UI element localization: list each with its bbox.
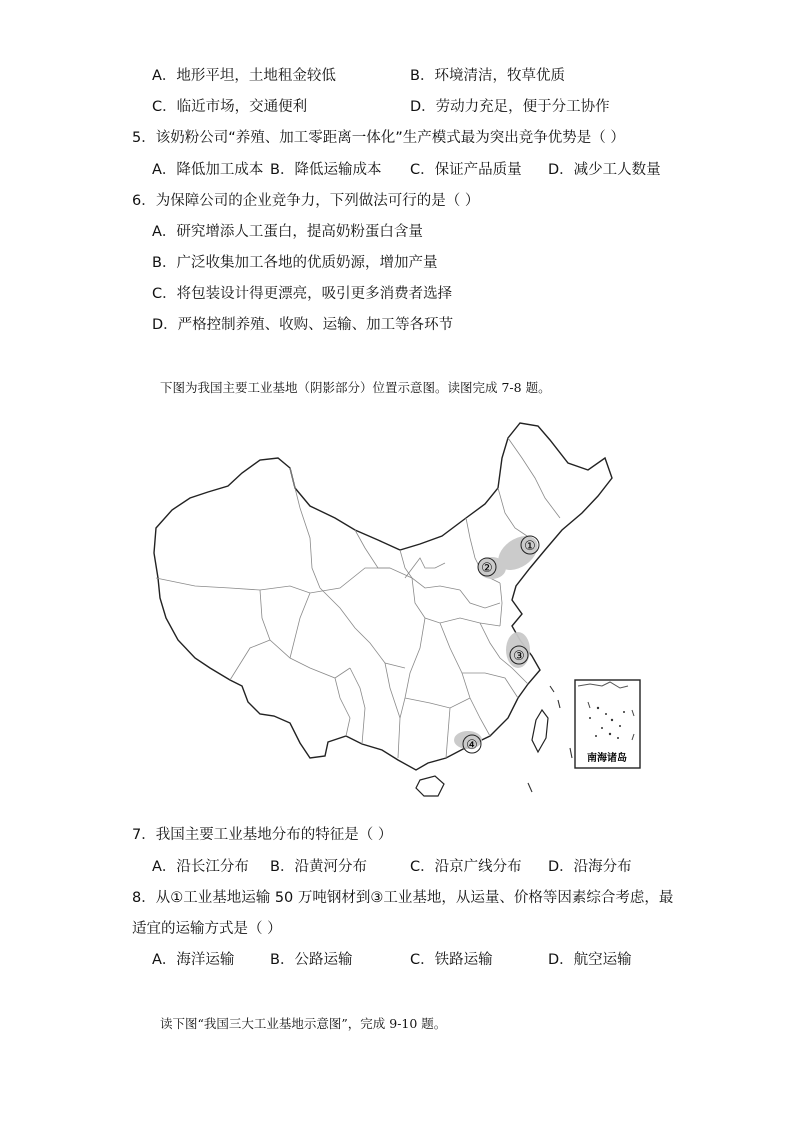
q8-option-d: D．航空运输 <box>548 952 632 968</box>
q6-option-b: B．广泛收集加工各地的优质奶源，增加产量 <box>152 255 438 271</box>
base-marker-2-label: ② <box>481 561 493 576</box>
next-instruction: 读下图“我国三大工业基地示意图”，完成 9-10 题。 <box>160 1016 447 1031</box>
base-marker-4-label: ④ <box>466 738 478 753</box>
q7-stem: 7．我国主要工业基地分布的特征是（ ） <box>132 827 393 843</box>
q7-option-c: C．沿京广线分布 <box>410 859 522 875</box>
q8-option-b: B．公路运输 <box>270 952 353 968</box>
q8-stem-line2: 适宜的运输方式是（ ） <box>132 921 282 937</box>
taiwan-island <box>532 710 548 752</box>
q8-option-c: C．铁路运输 <box>410 952 493 968</box>
map-instruction: 下图为我国主要工业基地（阴影部分）位置示意图。读图完成 7-8 题。 <box>160 380 551 395</box>
q4-option-a: A．地形平坦，土地租金较低 <box>152 68 336 84</box>
south-china-sea-inset <box>575 680 640 768</box>
china-industrial-base-map <box>150 418 650 803</box>
q6-option-a: A．研究增添人工蛋白，提高奶粉蛋白含量 <box>152 224 423 240</box>
q8-option-a: A．海洋运输 <box>152 952 235 968</box>
q6-stem: 6．为保障公司的企业竞争力，下列做法可行的是（ ） <box>132 193 480 209</box>
q5-option-d: D．减少工人数量 <box>548 162 661 178</box>
base-marker-1-label: ① <box>524 539 536 554</box>
q5-option-c: C．保证产品质量 <box>410 162 522 178</box>
q5-option-b: B．降低运输成本 <box>270 162 382 178</box>
inset-label: 南海诸岛 <box>587 753 627 764</box>
q4-option-d: D．劳动力充足，便于分工协作 <box>410 99 610 115</box>
base-marker-3-label: ③ <box>513 649 525 664</box>
q6-option-c: C．将包装设计得更漂亮，吸引更多消费者选择 <box>152 286 453 302</box>
q5-stem: 5．该奶粉公司“养殖、加工零距离一体化”生产模式最为突出竞争优势是（ ） <box>132 130 625 146</box>
q5-option-a: A．降低加工成本 <box>152 162 264 178</box>
q7-option-d: D．沿海分布 <box>548 859 632 875</box>
q6-option-d: D．严格控制养殖、收购、运输、加工等各环节 <box>152 317 454 333</box>
hainan-island <box>416 776 444 796</box>
q8-stem-line1: 8．从①工业基地运输 50 万吨钢材到③工业基地，从运量、价格等因素综合考虑，最 <box>132 890 674 906</box>
q7-option-a: A．沿长江分布 <box>152 859 249 875</box>
q4-option-c: C．临近市场，交通便利 <box>152 99 308 115</box>
q7-option-b: B．沿黄河分布 <box>270 859 367 875</box>
q4-option-b: B．环境清洁，牧草优质 <box>410 68 565 84</box>
map-svg <box>150 418 650 803</box>
